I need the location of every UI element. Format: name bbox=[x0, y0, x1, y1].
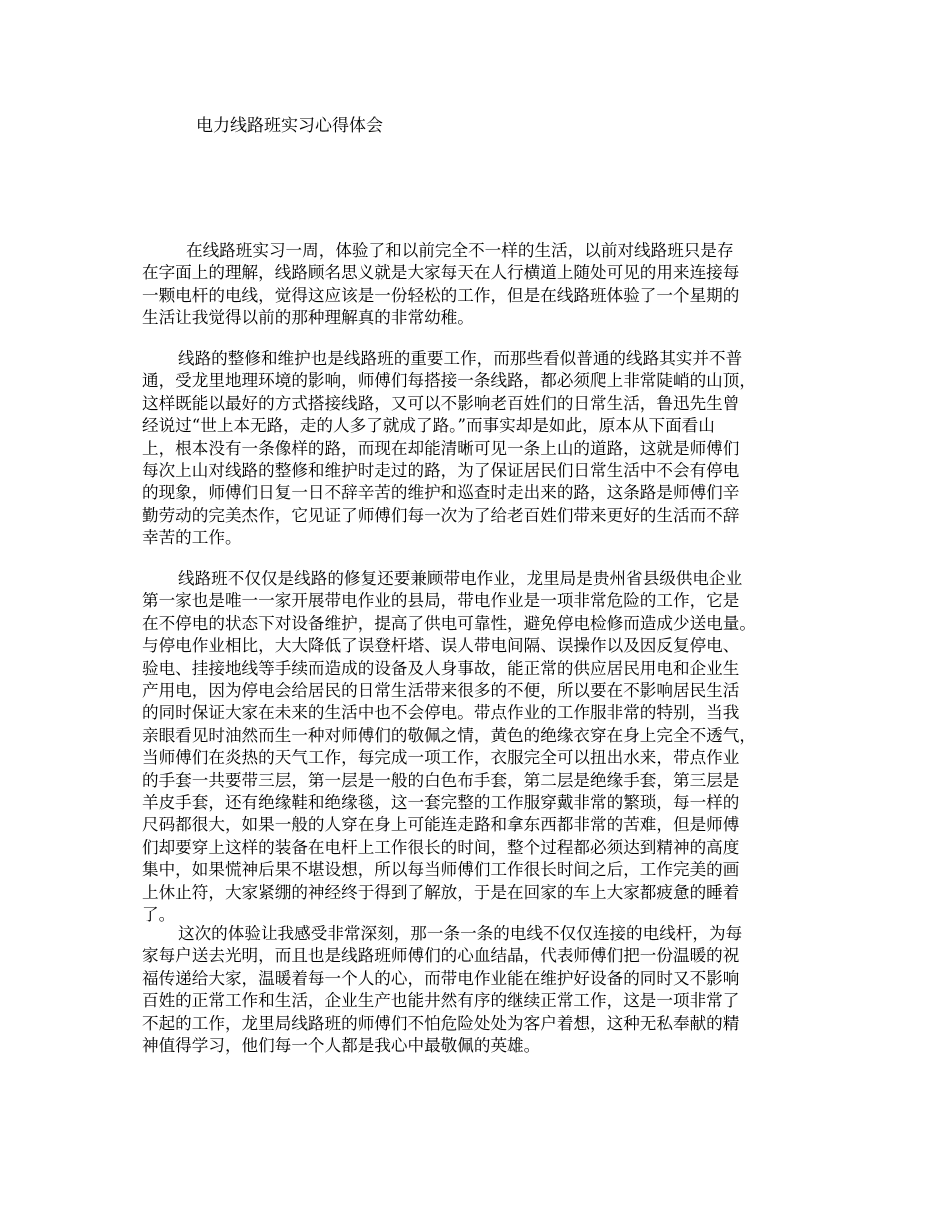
paragraph-line: 幸苦的工作。 bbox=[142, 528, 242, 548]
paragraph-line: 的手套一共要带三层，第一层是一般的白色布手套，第二层是绝缘手套，第三层是 bbox=[142, 770, 740, 790]
paragraph-line: 一颗电杆的电线，觉得这应该是一份轻松的工作，但是在线路班体验了一个星期的 bbox=[142, 285, 740, 305]
paragraph-line: 线路的整修和维护也是线路班的重要工作，而那些看似普通的线路其实并不普 bbox=[178, 349, 743, 368]
paragraph-line: 与停电作业相比，大大降低了误登杆塔、误人带电间隔、误操作以及因反复停电、 bbox=[142, 636, 740, 656]
paragraph-line: 这次的体验让我感受非常深刻，那一条一条的电线不仅仅连接的电线杆，为每 bbox=[178, 924, 743, 943]
paragraph-line: 上，根本没有一条像样的路，而现在却能清晰可见一条上山的道路，这就是师傅们 bbox=[142, 438, 740, 458]
paragraph-line: 家每户送去光明，而且也是线路班师傅们的心血结晶，代表师傅们把一份温暖的祝 bbox=[142, 946, 740, 966]
paragraph-line: 们却要穿上这样的装备在电杆上工作很长的时间，整个过程都必须达到精神的高度 bbox=[142, 837, 740, 857]
paragraph-line: 勤劳动的完美杰作，它见证了师傅们每一次为了给老百姓们带来更好的生活而不辞 bbox=[142, 505, 740, 525]
paragraph-line: 通，受龙里地理环境的影响，师傅们每搭接一条线路，都必须爬上非常陡峭的山顶， bbox=[142, 371, 756, 391]
paragraph-line: 神值得学习，他们每一个人都是我心中最敬佩的英雄。 bbox=[142, 1036, 541, 1056]
paragraph-line: 线路班不仅仅是线路的修复还要兼顾带电作业，龙里局是贵州省县级供电企业 bbox=[178, 569, 743, 588]
paragraph-line: 经说过“世上本无路，走的人多了就成了路。”而事实却是如此，原本从下面看山 bbox=[142, 416, 715, 436]
paragraph-line: 不起的工作，龙里局线路班的师傅们不怕危险处处为客户着想，这种无私奉献的精 bbox=[142, 1013, 740, 1033]
paragraph-line: 了。 bbox=[142, 905, 176, 925]
paragraph-line: 第一家也是唯一一家开展带电作业的县局，带电作业是一项非常危险的工作，它是 bbox=[142, 591, 740, 611]
paragraph-line: 产用电，因为停电会给居民的日常生活带来很多的不便，所以要在不影响居民生活 bbox=[142, 681, 740, 701]
paragraph-line: 百姓的正常工作和生活，企业生产也能井然有序的继续正常工作，这是一项非常了 bbox=[142, 991, 740, 1011]
paragraph-line: 福传递给大家，温暖着每一个人的心，而带电作业能在维护好设备的同时又不影响 bbox=[142, 968, 740, 988]
paragraph-line: 每次上山对线路的整修和维护时走过的路，为了保证居民们日常生活中不会有停电 bbox=[142, 461, 740, 481]
paragraph-4 bbox=[142, 923, 822, 1057]
paragraph-line: 这样既能以最好的方式搭接线路，又可以不影响老百姓们的日常生活，鲁迅先生曾 bbox=[142, 393, 740, 413]
paragraph-line: 集中，如果慌神后果不堪设想，所以每当师傅们工作很长时间之后，工作完美的画 bbox=[142, 860, 740, 880]
paragraph-line: 验电、挂接地线等手续而造成的设备及人身事故，能正常的供应居民用电和企业生 bbox=[142, 658, 740, 678]
paragraph-line: 生活让我觉得以前的那种理解真的非常幼稚。 bbox=[142, 308, 474, 328]
paragraph-2 bbox=[142, 348, 822, 550]
paragraph-line: 在不停电的状态下对设备维护，提高了供电可靠性，避免停电检修而造成少送电量。 bbox=[142, 613, 756, 633]
paragraph-line: 上休止符，大家紧绷的神经终于得到了解放，于是在回家的车上大家都疲惫的睡着 bbox=[142, 882, 740, 902]
paragraph-line: 的同时保证大家在未来的生活中也不会停电。带点作业的工作服非常的特别，当我 bbox=[142, 703, 740, 723]
paragraph-line: 的现象，师傅们日复一日不辞辛苦的维护和巡查时走出来的路，这条路是师傅们辛 bbox=[142, 483, 740, 503]
paragraph-line: 尺码都很大，如果一般的人穿在身上可能连走路和拿东西都非常的苦难，但是师傅 bbox=[142, 815, 740, 835]
paragraph-1 bbox=[142, 240, 822, 330]
paragraph-line: 当师傅们在炎热的天气工作，每完成一项工作，衣服完全可以扭出水来，带点作业 bbox=[142, 748, 740, 768]
paragraph-line: 羊皮手套，还有绝缘鞋和绝缘毯，这一套完整的工作服穿戴非常的繁琐，每一样的 bbox=[142, 793, 740, 813]
paragraph-line: 在线路班实习一周，体验了和以前完全不一样的生活，以前对线路班只是存 bbox=[186, 241, 734, 260]
paragraph-line: 亲眼看见时油然而生一种对师傅们的敬佩之情，黄色的绝缘衣穿在身上完全不透气， bbox=[142, 725, 756, 745]
document-title: 电力线路班实习心得体会 bbox=[196, 116, 383, 136]
paragraph-3 bbox=[142, 568, 822, 927]
paragraph-line: 在字面上的理解，线路顾名思义就是大家每天在人行横道上随处可见的用来连接每 bbox=[142, 263, 740, 283]
